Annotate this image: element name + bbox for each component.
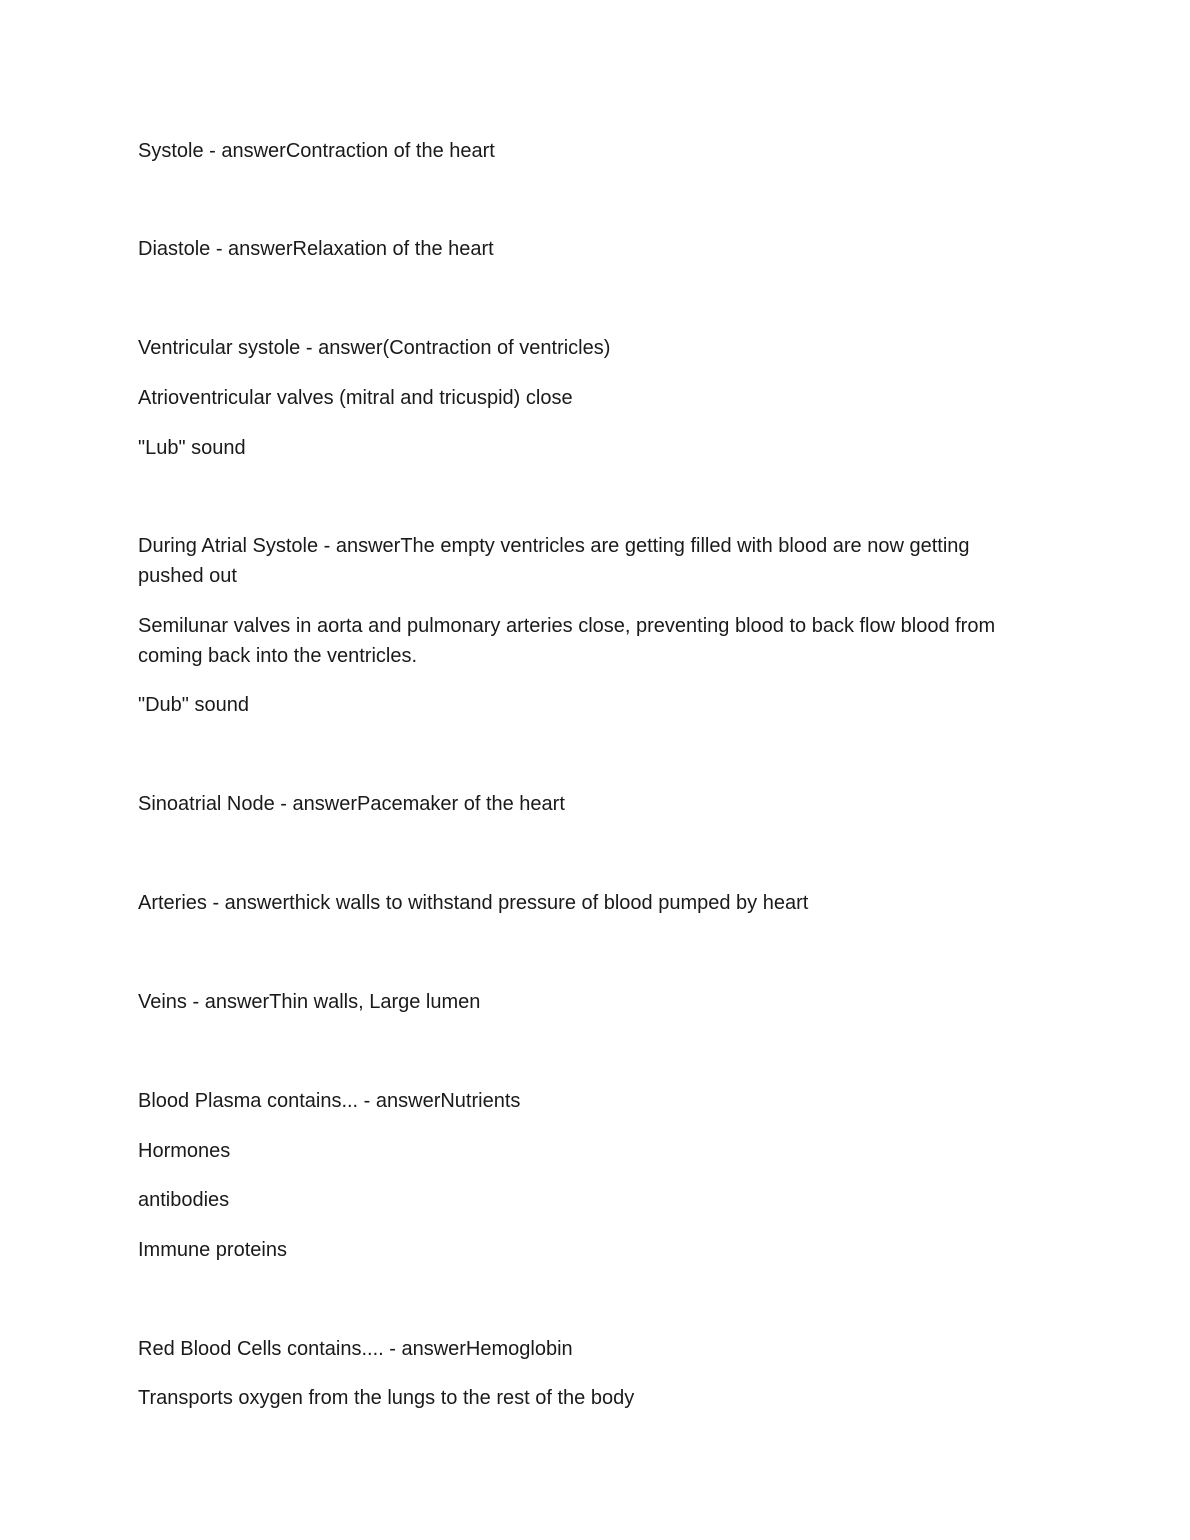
entry-systole: Systole - answerContraction of the heart — [138, 140, 495, 162]
entry-atrial-systole-sound: "Dub" sound — [138, 694, 249, 716]
entry-sinoatrial-node: Sinoatrial Node - answerPacemaker of the heart — [138, 793, 565, 815]
entry-atrial-systole-detail: Semilunar valves in aorta and pulmonary arteries close, preventing blood to back flow blood from coming back into the ventricles. — [138, 615, 996, 667]
entry-arteries: Arteries - answerthick walls to withstand pressure of blood pumped by heart — [138, 892, 809, 914]
entry-blood-plasma-immune-proteins: Immune proteins — [138, 1239, 287, 1261]
entry-blood-plasma: Blood Plasma contains... - answerNutrients — [138, 1090, 521, 1112]
entry-veins: Veins - answerThin walls, Large lumen — [138, 991, 481, 1013]
entry-blood-plasma-hormones: Hormones — [138, 1140, 231, 1162]
entry-ventricular-systole-detail: Atrioventricular valves (mitral and tricuspid) close — [138, 387, 573, 409]
entry-atrial-systole: During Atrial Systole - answerThe empty ventricles are getting filled with blood are now getting pushed out — [138, 535, 970, 587]
entry-red-blood-cells-detail: Transports oxygen from the lungs to the rest of the body — [138, 1387, 635, 1409]
entry-blood-plasma-antibodies: antibodies — [138, 1189, 230, 1211]
entry-ventricular-systole-sound: "Lub" sound — [138, 437, 246, 459]
entry-ventricular-systole: Ventricular systole - answer(Contraction of ventricles) — [138, 337, 611, 359]
entry-red-blood-cells: Red Blood Cells contains.... - answerHemoglobin — [138, 1338, 573, 1360]
entry-diastole: Diastole - answerRelaxation of the heart — [138, 238, 494, 260]
